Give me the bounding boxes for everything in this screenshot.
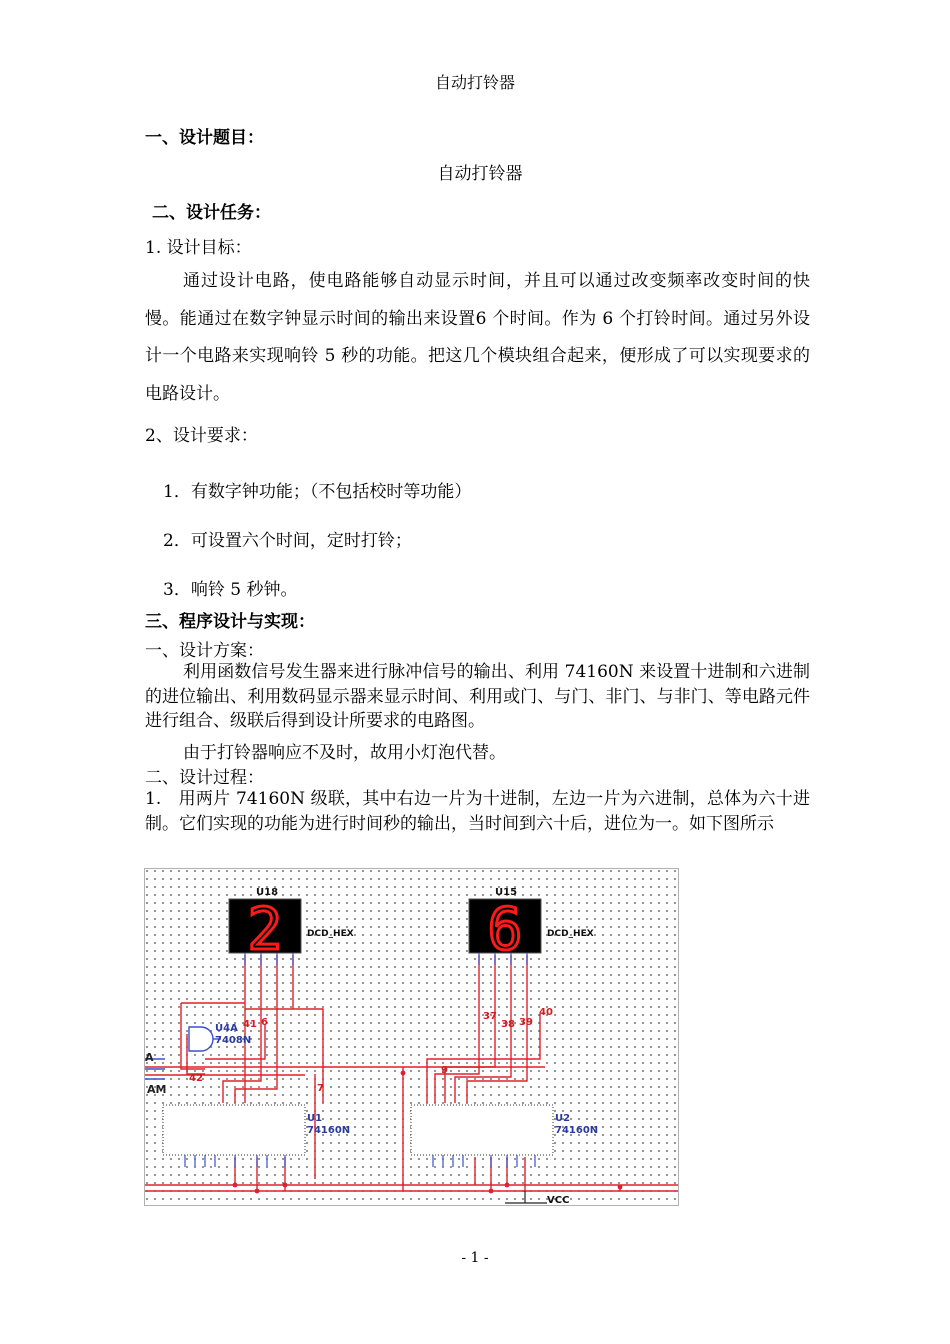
u1-counter-chip xyxy=(163,1105,305,1155)
page-header: 自动打铃器 xyxy=(434,73,515,92)
u2-counter-chip xyxy=(411,1105,553,1155)
net-label: 40 xyxy=(539,1007,553,1018)
circuit-diagram xyxy=(144,868,679,1206)
gate-part-label: 7408N xyxy=(215,1035,252,1046)
u1-label: U1 xyxy=(307,1113,323,1124)
vcc-label: VCC xyxy=(547,1195,570,1205)
u15-label: U15 xyxy=(495,887,518,898)
u2-label: U2 xyxy=(555,1113,571,1124)
design-title: 自动打铃器 xyxy=(437,164,523,184)
dcd-hex-label-right: DCD_HEX xyxy=(547,929,594,939)
net-label: 42 xyxy=(189,1073,203,1084)
process-heading: 二、设计过程： xyxy=(145,768,264,788)
dcd-hex-label-left: DCD_HEX xyxy=(307,929,354,939)
gate-label: U4A xyxy=(215,1023,238,1034)
plan-paragraph: 利用函数信号发生器来进行脉冲信号的输出、利用 74160N 来设置十进制和六进制的进位输出、利用数码显示器来显示时间、利用或门、与门、非门、与非门、等电路元件进行组合、级联后得到设计所要求的电路图。 xyxy=(145,662,810,731)
net-label: 39 xyxy=(519,1017,533,1028)
net-label: 6 xyxy=(261,1017,268,1028)
circuit-svg xyxy=(145,869,678,1205)
section-2-heading: 二、设计任务： xyxy=(152,203,271,223)
section-1-heading: 一、设计题目： xyxy=(145,128,264,148)
plan-heading: 一、设计方案： xyxy=(145,641,264,661)
display-digit-right: 6 xyxy=(487,895,523,963)
net-label: 7 xyxy=(317,1083,324,1094)
net-label: 41 xyxy=(243,1019,257,1030)
and-gate-symbol xyxy=(189,1027,213,1051)
u2-part-label: 74160N xyxy=(555,1125,599,1136)
requirements-heading: 2、设计要求： xyxy=(145,426,258,446)
left-fragment-label: A xyxy=(145,1051,154,1064)
net-label: 38 xyxy=(501,1019,515,1030)
requirement-item: 2．可设置六个时间，定时打铃； xyxy=(163,531,412,551)
requirement-item: 3．响铃 5 秒钟。 xyxy=(163,580,298,600)
plan-note: 由于打铃器响应不及时，故用小灯泡代替。 xyxy=(183,743,506,763)
u1-part-label: 74160N xyxy=(307,1125,351,1136)
goal-paragraph: 通过设计电路，使电路能够自动显示时间，并且可以通过改变频率改变时间的快慢。能通过在数字钟显示时间的输出来设置6 个时间。作为 6 个打铃时间。通过另外设计一个电路来实现响铃 5 秒的功能。把这几个模块组合起来，便形成了可以实现要求的电路设计。 xyxy=(145,271,810,404)
left-fragment-label: AM xyxy=(147,1083,167,1096)
u18-label: U18 xyxy=(256,887,279,898)
net-label: 37 xyxy=(483,1011,497,1022)
section-3-heading: 三、程序设计与实现： xyxy=(145,612,315,632)
goal-heading: 1. 设计目标： xyxy=(145,238,252,258)
process-paragraph: 1. 用两片 74160N 级联，其中右边一片为十进制，左边一片为六进制，总体为六十进制。它们实现的功能为进行时间秒的输出，当时间到六十后，进位为一。如下图所示 xyxy=(145,789,810,834)
page-number: - 1 - xyxy=(461,1250,489,1266)
display-digit-left: 2 xyxy=(247,895,283,963)
requirement-item: 1．有数字钟功能；（不包括校时等功能） xyxy=(163,482,472,502)
net-label: 9 xyxy=(441,1065,448,1076)
